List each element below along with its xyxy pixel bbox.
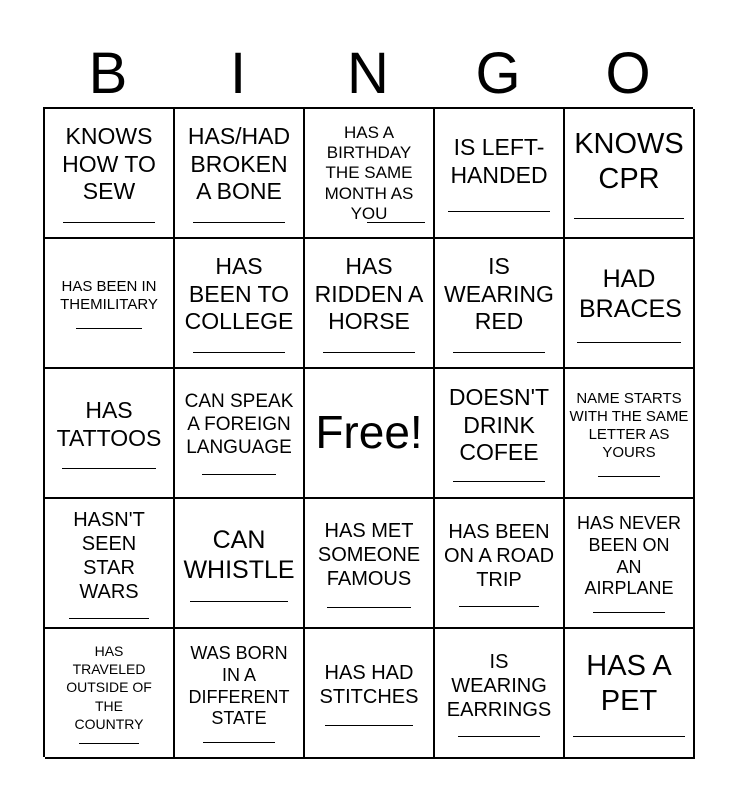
free-space-label: Free! [315, 406, 423, 459]
cell-text: IS LEFT-HANDED [450, 133, 548, 188]
signature-line [453, 481, 545, 482]
signature-line [573, 736, 685, 737]
cell-text: HAS MET SOMEONE FAMOUS [317, 519, 421, 590]
bingo-cell[interactable] [305, 629, 435, 759]
bingo-cell[interactable] [565, 499, 695, 629]
signature-line [76, 328, 142, 329]
signature-line [79, 743, 139, 744]
cell-text: HAS A BIRTHDAY THE SAME MONTH AS YOU [324, 122, 414, 224]
signature-line [453, 352, 545, 353]
signature-line [598, 476, 660, 477]
header-letter-i: I [229, 41, 247, 106]
signature-line [367, 222, 425, 223]
bingo-cell[interactable] [45, 499, 175, 629]
signature-line [203, 742, 275, 743]
free-space[interactable] [305, 369, 435, 499]
bingo-cell[interactable] [175, 239, 305, 369]
cell-text: KNOWS HOW TO SEW [62, 123, 156, 205]
bingo-cell[interactable] [565, 369, 695, 499]
bingo-cell[interactable] [565, 239, 695, 369]
signature-line [202, 474, 276, 475]
cell-text: HAS NEVER BEEN ON AN AIRPLANE [576, 513, 682, 599]
signature-line [593, 612, 665, 613]
cell-text: DOESN'T DRINK COFEE [448, 384, 550, 466]
signature-line [574, 218, 684, 219]
cell-text: HAS RIDDEN A HORSE [314, 253, 424, 335]
signature-line [62, 468, 156, 469]
header-letter-b: B [88, 41, 128, 106]
bingo-cell[interactable] [435, 369, 565, 499]
signature-line [448, 211, 550, 212]
bingo-header [43, 40, 693, 108]
bingo-cell[interactable] [305, 499, 435, 629]
signature-line [69, 618, 149, 619]
bingo-cell[interactable] [305, 239, 435, 369]
bingo-cell[interactable] [45, 109, 175, 239]
signature-line [325, 725, 413, 726]
signature-line [193, 222, 285, 223]
bingo-cell[interactable] [565, 109, 695, 239]
cell-text: HAD BRACES [579, 264, 682, 323]
bingo-cell[interactable] [435, 109, 565, 239]
header-letter-o: O [605, 41, 651, 106]
bingo-cell[interactable] [175, 499, 305, 629]
cell-text: IS WEARING EARRINGS [446, 650, 552, 721]
signature-line [63, 222, 155, 223]
signature-line [458, 736, 540, 737]
cell-text: HAS BEEN ON A ROAD TRIP [443, 520, 555, 591]
signature-line [577, 342, 681, 343]
bingo-cell[interactable] [435, 629, 565, 759]
bingo-cell[interactable] [175, 109, 305, 239]
signature-line [459, 606, 539, 607]
cell-text: CAN WHISTLE [183, 525, 295, 584]
cell-text: HAS TRAVELED OUTSIDE OF THE COUNTRY [66, 643, 152, 732]
cell-text: HAS/HAD BROKEN A BONE [187, 123, 291, 205]
cell-text: NAME STARTS WITH THE SAME LETTER AS YOURS [569, 389, 689, 461]
header-letter-g: G [475, 41, 521, 106]
cell-text: HAS BEEN IN THEMILITARY [60, 277, 158, 313]
cell-text: KNOWS CPR [574, 127, 684, 195]
cell-text: HAS TATTOOS [56, 396, 162, 451]
bingo-cell[interactable] [45, 239, 175, 369]
cell-text: HAS BEEN TO COLLEGE [184, 253, 294, 335]
cell-text: HASN'T SEEN STAR WARS [73, 508, 145, 603]
bingo-card [43, 107, 693, 757]
cell-text: CAN SPEAK A FOREIGN LANGUAGE [184, 391, 294, 458]
bingo-cell[interactable] [45, 369, 175, 499]
signature-line [327, 607, 411, 608]
signature-line [190, 601, 288, 602]
header-letter-n: N [347, 41, 389, 106]
bingo-cell[interactable] [565, 629, 695, 759]
cell-text: HAS HAD STITCHES [319, 661, 419, 708]
bingo-cell[interactable] [305, 109, 435, 239]
bingo-cell[interactable] [175, 629, 305, 759]
signature-line [323, 352, 415, 353]
bingo-cell[interactable] [435, 499, 565, 629]
cell-text: HAS A PET [586, 649, 672, 717]
cell-text: IS WEARING RED [444, 253, 554, 335]
bingo-cell[interactable] [175, 369, 305, 499]
bingo-cell[interactable] [435, 239, 565, 369]
signature-line [193, 352, 285, 353]
bingo-cell[interactable] [45, 629, 175, 759]
cell-text: WAS BORN IN A DIFFERENT STATE [188, 643, 290, 729]
